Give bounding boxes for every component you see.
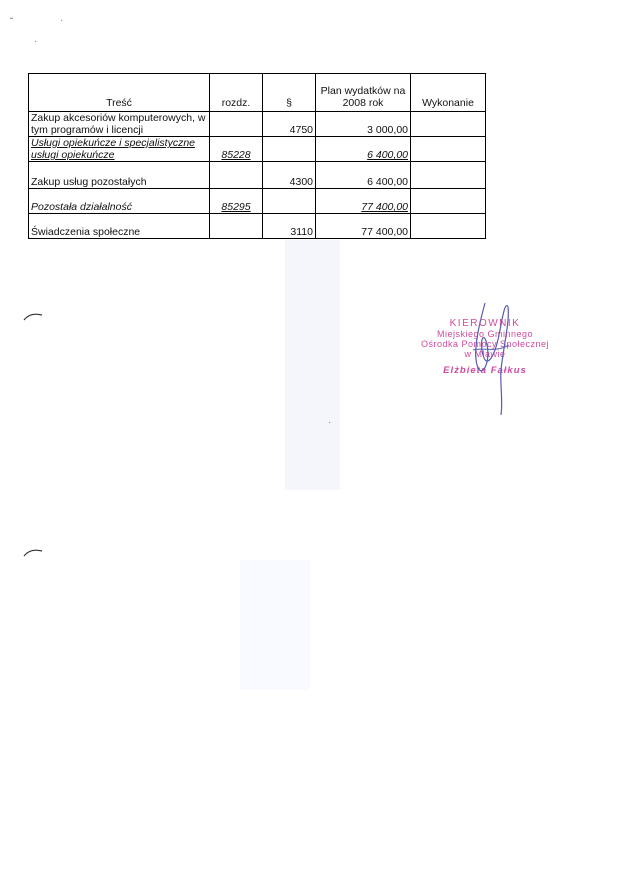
scan-shadow: [285, 240, 340, 490]
cell-paragraf: [263, 189, 316, 214]
stamp-line: w Mławie: [464, 349, 506, 359]
scan-speck: ·: [34, 36, 38, 47]
cell-wykonanie: [411, 189, 486, 214]
stamp-line: Ośrodka Pomocy Społecznej: [420, 339, 550, 349]
table-row: [29, 137, 486, 162]
punch-hole-mark: [22, 310, 44, 324]
cell-plan: 77 400,00: [316, 214, 411, 239]
budget-table: [28, 73, 486, 239]
cell-rozdz: [210, 162, 263, 189]
cell-tresc: Zakup akcesoriów komputerowych, w tym programów i licencji: [29, 112, 210, 137]
cell-rozdz: [210, 214, 263, 239]
header-paragraf: §: [263, 74, 316, 112]
stamp-title: KIEROWNIK: [449, 318, 521, 329]
cell-rozdz: 85295: [210, 189, 263, 214]
cell-paragraf: 3110: [263, 214, 316, 239]
stamp-line: Miejskiego Gminnego: [436, 329, 534, 339]
handwritten-signature: [465, 295, 525, 420]
header-tresc: Treść: [29, 74, 210, 112]
header-wykonanie: Wykonanie: [411, 74, 486, 112]
cell-paragraf: 4300: [263, 162, 316, 189]
cell-tresc: Świadczenia społeczne: [29, 214, 210, 239]
table-row: [29, 162, 486, 189]
cell-plan: 3 000,00: [316, 112, 411, 137]
cell-wykonanie: [411, 162, 486, 189]
stamp-name: Elżbieta Fałkus: [443, 365, 527, 376]
table-header-row: [29, 74, 486, 112]
header-plan: Plan wydatków na 2008 rok: [316, 74, 411, 112]
cell-paragraf: [263, 137, 316, 162]
cell-paragraf: 4750: [263, 112, 316, 137]
table-row: [29, 112, 486, 137]
scan-speck: ˘: [10, 17, 14, 28]
cell-tresc: Pozostała działalność: [29, 189, 210, 214]
cell-tresc: Usługi opiekuńcze i specjalistyczne usługi opiekuńcze: [29, 137, 210, 162]
cell-plan: 77 400,00: [316, 189, 411, 214]
table-row: [29, 214, 486, 239]
cell-plan: 6 400,00: [316, 137, 411, 162]
cell-wykonanie: [411, 214, 486, 239]
punch-hole-mark: [22, 546, 44, 560]
cell-plan: 6 400,00: [316, 162, 411, 189]
cell-wykonanie: [411, 137, 486, 162]
cell-rozdz: 85228: [210, 137, 263, 162]
cell-wykonanie: [411, 112, 486, 137]
header-rozdz: rozdz.: [210, 74, 263, 112]
cell-rozdz: [210, 112, 263, 137]
table-row: [29, 189, 486, 214]
scan-speck: ·: [328, 417, 332, 428]
scan-shadow: [240, 560, 310, 690]
cell-tresc: Zakup usług pozostałych: [29, 162, 210, 189]
scan-speck: ·: [60, 15, 64, 26]
